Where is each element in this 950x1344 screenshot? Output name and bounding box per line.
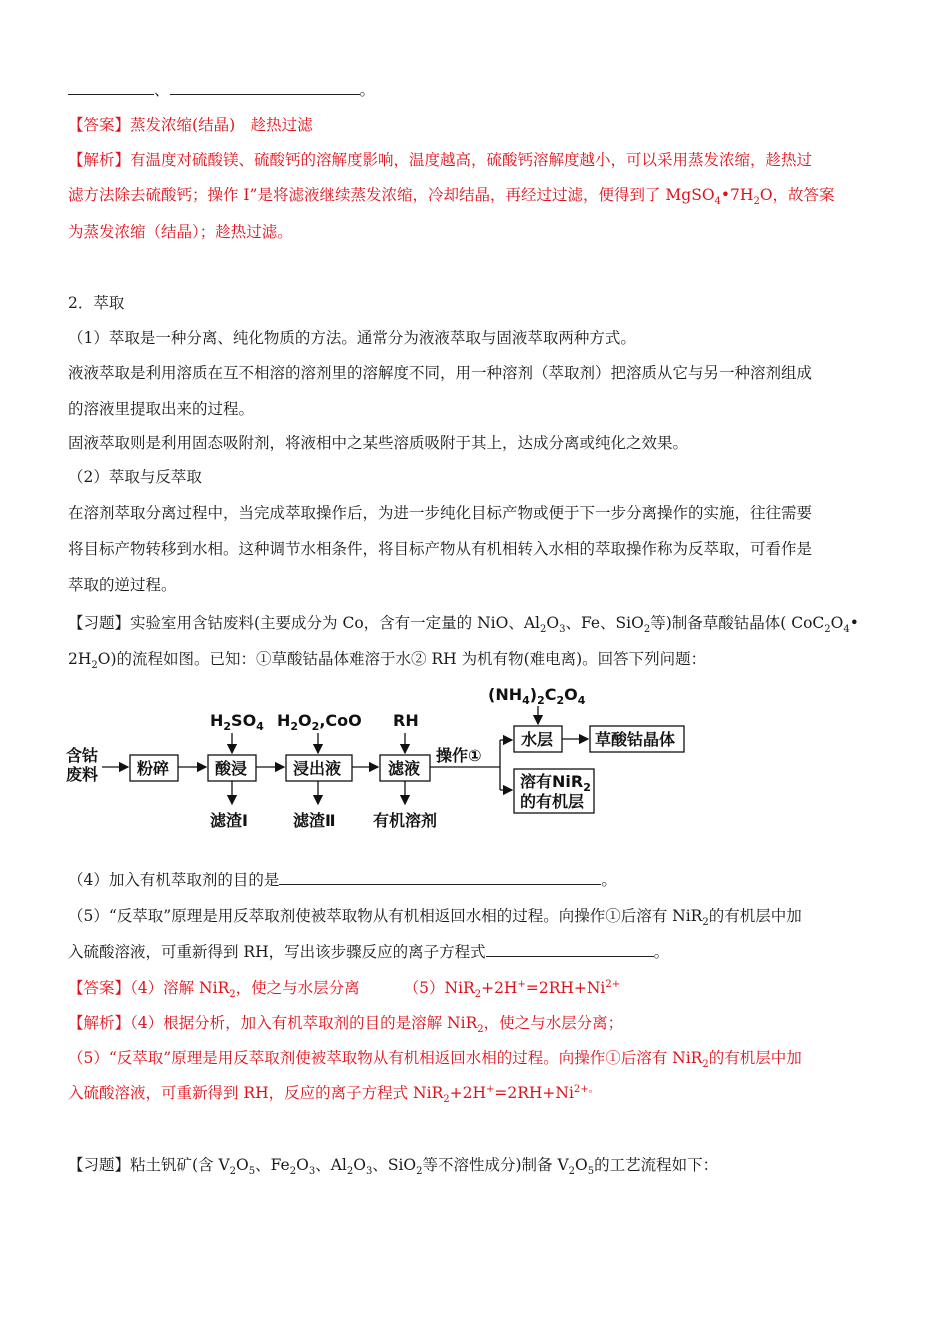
subscript: 5 xyxy=(587,1166,595,1178)
question-text: 【习题】粘土钒矿(含 V xyxy=(68,1156,230,1174)
subscript: 4 xyxy=(843,624,850,636)
paragraph: 将目标产物转移到水相。这种调节水相条件，将目标产物从有机相转入水相的萃取操作称为反萃取，可看作是 xyxy=(68,540,813,558)
subscript: 2 xyxy=(702,1059,709,1071)
period: 。 xyxy=(653,943,670,961)
separator: 、 xyxy=(154,81,170,99)
answer-text: （5）NiR xyxy=(403,979,475,997)
subscript: 2 xyxy=(443,1094,450,1106)
question-text: • xyxy=(849,614,859,632)
subscript: 2 xyxy=(539,624,547,636)
operation-label: 操作① xyxy=(436,746,482,765)
answer-blank xyxy=(486,942,654,957)
blank-line-top xyxy=(68,80,375,100)
superscript: + xyxy=(485,1083,495,1095)
question-text: 入硫酸溶液，可重新得到 RH，写出该步骤反应的离子方程式 xyxy=(68,943,486,961)
explanation-tag: 【解析】 xyxy=(68,151,131,169)
answer-text: ，使之与水层分离 xyxy=(235,979,360,997)
subscript: 2 xyxy=(229,1166,237,1178)
answer-2 xyxy=(68,978,621,1001)
subscript: 2 xyxy=(477,1024,484,1036)
box-acid-leach-label: 酸浸 xyxy=(215,759,248,778)
subscript: 2 xyxy=(289,1166,297,1178)
explanation-1-line-2 xyxy=(68,185,835,208)
question-text: O xyxy=(353,1156,366,1174)
subscript: 2 xyxy=(643,624,651,636)
box-organic-layer-label-2: 的有机层 xyxy=(520,792,585,811)
reagent-ammonium-oxalate: $(NH_4)_2C_2O_4$ xyxy=(488,685,586,707)
answer-blank xyxy=(170,80,360,95)
answer-blank xyxy=(279,870,601,885)
question-text: 等不溶性成分)制备 V xyxy=(422,1156,569,1174)
subscript: 2 xyxy=(229,989,236,1001)
question-text: 的工艺流程如下： xyxy=(594,1156,719,1174)
explanation-2-line-3 xyxy=(68,1083,599,1106)
paragraph: 液液萃取是利用溶质在互不相溶的溶剂里的溶解度不同，用一种溶剂（萃取剂）把溶质从它与另一种溶剂组成 xyxy=(68,364,813,382)
explanation-2-line-1 xyxy=(68,1013,624,1036)
box-crush-label: 粉碎 xyxy=(137,759,170,778)
subscript: 3 xyxy=(365,1166,373,1178)
subscript: 2 xyxy=(753,196,760,208)
subscript: 2 xyxy=(346,1166,354,1178)
subscript: 2 xyxy=(416,1166,423,1178)
subscript: 2 xyxy=(702,917,709,929)
question-text: 、SiO xyxy=(372,1156,417,1174)
answer-text: （4）溶解 NiR xyxy=(130,979,230,997)
explanation-text: 入硫酸溶液，可重新得到 RH，反应的离子方程式 NiR xyxy=(68,1084,444,1102)
superscript: 2+ xyxy=(605,978,621,990)
answer-1 xyxy=(68,115,313,135)
question-text: 等)制备草酸钴晶体( CoC xyxy=(650,614,825,632)
answer-tag: 【答案】 xyxy=(68,979,131,997)
superscript: + xyxy=(517,978,526,990)
explanation-text: 滤方法除去硫酸钙；操作 I”是将滤液继续蒸发浓缩，冷却结晶，再经过过滤，便得到了 MgSO xyxy=(68,186,715,204)
subscript: 4 xyxy=(714,196,721,208)
explanation-text: （4）根据分析，加入有机萃取剂的目的是溶解 NiR xyxy=(130,1014,478,1032)
answer-tag: 【答案】 xyxy=(68,116,131,134)
paragraph: 的溶液里提取出来的过程。 xyxy=(68,400,255,418)
question-1-line-1 xyxy=(68,613,859,636)
question-text: 2H xyxy=(68,650,92,668)
reagent-rh: RH xyxy=(393,711,419,730)
explanation-text: +2H xyxy=(449,1084,486,1102)
explanation-text: =2RH+Ni xyxy=(494,1084,574,1102)
question-text: （5）“反萃取”原理是用反萃取剂使被萃取物从有机相返回水相的过程。向操作①后溶有 NiR xyxy=(68,907,703,925)
subscript: 2 xyxy=(474,989,482,1001)
answer-blank xyxy=(68,80,154,95)
explanation-text: ，使之与水层分离； xyxy=(483,1014,624,1032)
subscript: 2 xyxy=(568,1166,576,1178)
period: 。 xyxy=(359,81,376,99)
superscript: 2+。 xyxy=(573,1083,599,1095)
question-text: （4）加入有机萃取剂的目的是 xyxy=(68,871,280,889)
output-residue-1: 滤渣Ⅰ xyxy=(210,811,248,830)
explanation-1-line-1 xyxy=(68,150,812,170)
subscript: 3 xyxy=(308,1166,316,1178)
question-text: 的有机层中加 xyxy=(708,907,802,925)
answer-text: =2RH+Ni xyxy=(525,979,606,997)
answer-text: 蒸发浓缩(结晶) 趁热过滤 xyxy=(130,116,313,134)
question-text: O xyxy=(296,1156,309,1174)
explanation-text: （5）“反萃取”原理是用反萃取剂使被萃取物从有机相返回水相的过程。向操作①后溶有 NiR xyxy=(68,1049,703,1067)
question-2 xyxy=(68,1155,719,1178)
explanation-text: 有温度对硫酸镁、硫酸钙的溶解度影响，温度越高，硫酸钙溶解度越小，可以采用蒸发浓缩，趁热过 xyxy=(130,151,813,169)
explanation-text: O，故答案 xyxy=(759,186,835,204)
question-text: 、Al xyxy=(315,1156,347,1174)
reagent-sulfuric-acid: $H_2SO_4$ xyxy=(210,711,264,733)
question-text: O xyxy=(236,1156,249,1174)
feed-label-1: 含钴 xyxy=(66,746,99,765)
box-product-label: 草酸钴晶体 xyxy=(595,730,676,749)
question-text: O xyxy=(546,614,560,632)
output-residue-2: 滤渣Ⅱ xyxy=(293,811,336,830)
question-5-line-2 xyxy=(68,942,669,962)
box-water-layer-label: 水层 xyxy=(521,730,554,749)
feed-label-2: 废料 xyxy=(66,765,99,784)
question-text: O xyxy=(575,1156,588,1174)
subscript: 3 xyxy=(559,624,566,636)
question-text: O xyxy=(830,614,844,632)
explanation-text: 为蒸发浓缩（结晶）；趁热过滤。 xyxy=(68,223,293,241)
section-title: 2．萃取 xyxy=(68,294,125,312)
paragraph: （2）萃取与反萃取 xyxy=(68,468,202,486)
question-4 xyxy=(68,870,617,890)
subscript: 5 xyxy=(248,1166,256,1178)
period: 。 xyxy=(601,871,617,889)
question-text: 、Fe、SiO xyxy=(565,614,644,632)
explanation-2-line-2 xyxy=(68,1048,802,1071)
paragraph: （1）萃取是一种分离、纯化物质的方法。通常分为液液萃取与固液萃取两种方式。 xyxy=(68,329,636,347)
question-text: O)的流程如图。已知：①草酸钴晶体难溶于水② RH 为机有物(难电离)。回答下列问题： xyxy=(97,650,707,668)
question-text: 【习题】实验室用含钴废料(主要成分为 Co，含有一定量的 NiO、Al xyxy=(68,614,540,632)
output-organic-solvent: 有机溶剂 xyxy=(373,811,438,830)
explanation-tag: 【解析】 xyxy=(68,1014,131,1032)
question-text: 、Fe xyxy=(255,1156,290,1174)
box-leachate-label: 浸出液 xyxy=(293,759,342,778)
answer-text: +2H xyxy=(481,979,518,997)
paragraph: 萃取的逆过程。 xyxy=(68,576,177,594)
explanation-text: 的有机层中加 xyxy=(708,1049,802,1067)
box-filtrate-label: 滤液 xyxy=(388,759,421,778)
reagent-h2o2-coo: $H_2O_2,CoO$ xyxy=(277,711,362,733)
subscript: 2 xyxy=(91,660,98,672)
box-organic-layer-label-1: 溶有NiR$_2$ xyxy=(520,772,591,794)
explanation-text: •7H xyxy=(720,186,754,204)
paragraph: 在溶剂萃取分离过程中，当完成萃取操作后，为进一步纯化目标产物或便于下一步分离操作的实施，往往需要 xyxy=(68,504,813,522)
paragraph: 固液萃取则是利用固态吸附剂，将液相中之某些溶质吸附于其上，达成分离或纯化之效果。 xyxy=(68,434,689,452)
explanation-1-line-3 xyxy=(68,222,293,242)
question-5-line-1 xyxy=(68,906,802,929)
process-flow-diagram xyxy=(60,680,700,840)
question-1-line-2 xyxy=(68,649,707,672)
subscript: 2 xyxy=(824,624,831,636)
